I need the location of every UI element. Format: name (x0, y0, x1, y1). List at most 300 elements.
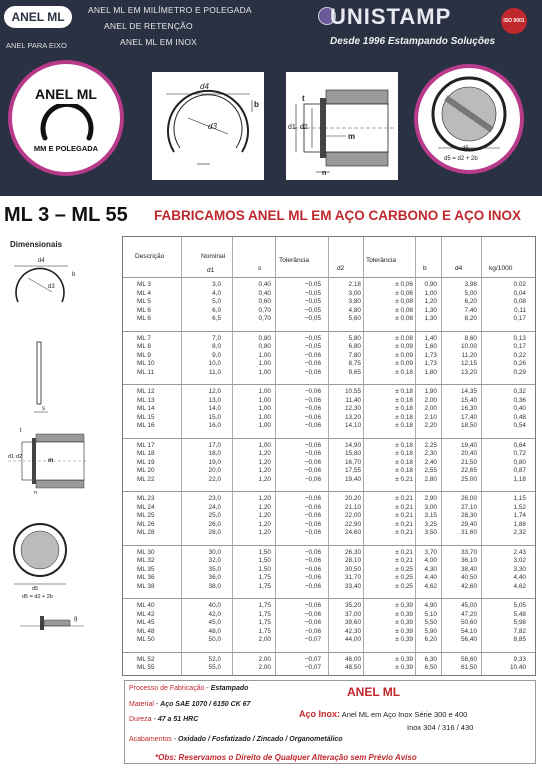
table-cell: −0,06 (304, 574, 321, 581)
table-cell: ± 0,09 (395, 343, 413, 350)
table-cell: −0,06 (304, 512, 321, 519)
table-cell: ML 40 (137, 602, 155, 609)
table-cell: 42,60 (461, 582, 477, 590)
table-row (123, 557, 535, 564)
table-cell: −0,06 (304, 619, 321, 626)
table-cell: 1,00 (258, 396, 271, 404)
table-cell: 8,75 (348, 360, 361, 367)
table-cell: 61,50 (461, 664, 477, 671)
side-label-s: s (42, 406, 45, 412)
table-cell: 25,0 (208, 512, 221, 519)
table-cell: ML 17 (137, 441, 155, 449)
table-cell: 1,20 (258, 475, 271, 483)
side-label-n: n (34, 490, 38, 496)
table-cell: 28,30 (461, 512, 477, 519)
table-cell: 2,00 (258, 664, 271, 671)
table-cell: 6,20 (464, 298, 477, 305)
table-cell: 3,00 (348, 289, 361, 297)
table-row (123, 335, 535, 342)
header-tolerance-s: Tolerância (279, 257, 310, 264)
table-cell: 16,70 (345, 458, 361, 466)
table-cell: 4,62 (424, 582, 437, 590)
table-cell: ML 15 (137, 413, 155, 421)
table-cell: ML 48 (137, 627, 155, 635)
table-cell: 0,72 (513, 450, 526, 457)
table-cell: −0,06 (304, 602, 321, 609)
table-row (123, 566, 535, 573)
table-cell: 5,60 (348, 315, 361, 322)
table-cell: 29,40 (461, 520, 477, 528)
table-cell: 1,75 (258, 574, 271, 581)
table-cell: 1,50 (258, 557, 271, 564)
table-cell: 3,0 (212, 281, 221, 288)
table-cell: 2,00 (258, 636, 271, 643)
table-cell: 6,30 (424, 655, 437, 663)
table-cell: 1,20 (424, 298, 437, 305)
table-cell: ± 0,21 (395, 557, 413, 564)
table-cell: −0,07 (304, 664, 321, 671)
table-cell: 39,60 (345, 619, 361, 626)
table-cell: −0,07 (304, 636, 321, 643)
table-cell: 0,02 (513, 281, 526, 288)
table-cell: 0,90 (424, 281, 437, 288)
table-cell: 14,0 (208, 405, 221, 412)
table-row (123, 656, 535, 663)
table-cell: 27,10 (461, 503, 477, 511)
label-d5: d5 (462, 146, 469, 152)
table-cell: ± 0,21 (395, 475, 413, 483)
table-row (123, 315, 535, 322)
header-separator (123, 277, 535, 278)
table-cell: 1,20 (258, 520, 271, 528)
table-cell: 2,25 (424, 441, 437, 449)
table-cell: ± 0,18 (395, 422, 413, 429)
table-cell: 1,00 (258, 441, 271, 449)
table-cell: 52,0 (208, 655, 221, 663)
side-label-d1: d1 (8, 454, 15, 460)
table-cell: 4,80 (348, 306, 361, 314)
side-label-d2: d2 (16, 454, 23, 460)
table-cell: 1,50 (258, 548, 271, 556)
table-cell: 48,50 (345, 664, 361, 671)
table-cell: −0,06 (304, 422, 321, 429)
table-cell: −0,06 (304, 582, 321, 590)
table-cell: 19,40 (461, 441, 477, 449)
spec-hardness: Dureza - 47 a 51 HRC (129, 716, 199, 723)
table-cell: 14,10 (345, 422, 361, 429)
table-cell: 5,90 (424, 627, 437, 635)
table-cell: ± 0,08 (395, 315, 413, 322)
table-cell: 0,70 (258, 306, 271, 314)
table-cell: 1,50 (258, 565, 271, 573)
table-cell: 58,60 (461, 655, 477, 663)
header-line-1: ANEL ML EM MILÍMETRO E POLEGADA (88, 5, 252, 15)
table-cell: 1,30 (424, 315, 437, 322)
table-cell: 50,0 (208, 636, 221, 643)
table-row (123, 504, 535, 511)
group-separator (123, 491, 535, 492)
table-cell: 19,0 (208, 458, 221, 466)
table-cell: 9,0 (212, 351, 221, 359)
table-cell: ± 0,08 (395, 298, 413, 305)
table-cell: 17,40 (461, 413, 477, 421)
table-cell: −0,06 (304, 503, 321, 511)
table-row (123, 619, 535, 626)
table-row (123, 352, 535, 359)
table-cell: 0,80 (258, 334, 271, 342)
table-cell: 0,26 (513, 360, 526, 367)
table-cell: 1,60 (424, 343, 437, 350)
table-cell: 1,75 (258, 610, 271, 618)
table-cell: 1,40 (424, 334, 437, 342)
table-cell: ± 0,21 (395, 520, 413, 528)
table-row (123, 388, 535, 395)
table-cell: 3,02 (513, 557, 526, 564)
table-cell: 1,73 (424, 360, 437, 367)
table-cell: 1,00 (424, 289, 437, 297)
table-cell: 0,29 (513, 368, 526, 376)
table-cell: 1,75 (258, 627, 271, 635)
table-cell: −0,06 (304, 467, 321, 474)
table-cell: −0,05 (304, 334, 321, 342)
table-cell: 0,11 (514, 306, 526, 314)
table-cell: 0,80 (513, 458, 526, 466)
table-cell: −0,06 (304, 388, 321, 395)
table-cell: 8,60 (464, 334, 477, 342)
table-cell: −0,06 (304, 495, 321, 502)
table-cell: ML 20 (137, 467, 155, 474)
table-cell: −0,05 (304, 281, 321, 288)
table-cell: −0,05 (304, 298, 321, 305)
table-cell: ± 0,25 (395, 574, 413, 581)
table-row (123, 405, 535, 412)
header-tolerance-d2: Tolerância (366, 257, 397, 264)
table-cell: 22,65 (461, 467, 477, 474)
side-label-m: m (48, 458, 54, 464)
table-cell: 24,60 (345, 529, 361, 536)
table-cell: 10,0 (208, 360, 221, 367)
table-cell: −0,06 (304, 413, 321, 421)
table-cell: ML 35 (137, 565, 155, 573)
table-cell: 12,30 (345, 405, 361, 412)
table-cell: 2,20 (424, 422, 437, 429)
table-cell: 1,15 (513, 495, 526, 502)
table-cell: 15,80 (345, 450, 361, 457)
table-cell: ± 0,39 (395, 664, 413, 671)
table-cell: 20,0 (208, 467, 221, 474)
table-row (123, 450, 535, 457)
table-cell: 13,0 (208, 396, 221, 404)
table-cell: ML 28 (137, 529, 155, 536)
table-cell: 50,60 (461, 619, 477, 626)
table-cell: ML 13 (137, 396, 155, 404)
table-row (123, 343, 535, 350)
table-cell: ± 0,18 (395, 467, 413, 474)
table-cell: 12,15 (461, 360, 477, 367)
table-cell: 14,35 (461, 388, 477, 395)
table-cell: 1,74 (513, 512, 526, 519)
table-cell: 38,0 (208, 582, 221, 590)
table-cell: ± 0,39 (395, 619, 413, 626)
header-kg: kg/1000 (489, 265, 513, 272)
table-cell: 3,15 (424, 512, 437, 519)
table-cell: 1,75 (258, 582, 271, 590)
table-cell: 3,30 (513, 565, 526, 573)
table-cell: 6,80 (348, 343, 361, 350)
table-cell: 0,36 (513, 396, 526, 404)
table-cell: −0,05 (304, 315, 321, 322)
table-cell: −0,05 (304, 306, 321, 314)
table-cell: 4,0 (212, 289, 221, 297)
table-cell: ML 10 (137, 360, 155, 367)
table-cell: ± 0,18 (395, 450, 413, 457)
label-d3: d3 (208, 122, 217, 131)
table-row (123, 611, 535, 618)
table-cell: 18,50 (461, 422, 477, 429)
table-cell: 33,70 (461, 548, 477, 556)
table-cell: 5,80 (348, 334, 361, 342)
table-row (123, 290, 535, 297)
table-cell: 17,0 (208, 441, 221, 449)
table-cell: 0,40 (258, 289, 271, 297)
table-cell: 28,0 (208, 529, 221, 536)
table-cell: 0,70 (258, 315, 271, 322)
header-nominal: Nominal (201, 253, 226, 260)
table-cell: 0,17 (513, 343, 526, 350)
table-cell: 20,40 (461, 450, 477, 457)
table-cell: 4,30 (424, 565, 437, 573)
table-row (123, 636, 535, 643)
table-cell: 1,88 (513, 520, 526, 528)
table-cell: 24,0 (208, 503, 221, 511)
table-cell: 26,30 (345, 548, 361, 556)
table-cell: 44,00 (345, 636, 361, 643)
header-line-3: ANEL ML EM INOX (120, 37, 197, 47)
table-cell: 26,00 (461, 495, 477, 502)
table-cell: 0,80 (258, 343, 271, 350)
table-cell: 0,40 (513, 405, 526, 412)
ring-on-shaft-icon (418, 68, 520, 170)
table-cell: ML 7 (137, 334, 151, 342)
table-row (123, 574, 535, 581)
table-cell: ML 38 (137, 582, 155, 590)
table-row (123, 298, 535, 305)
header-description: Descrição (135, 253, 165, 260)
spec-finish: Acabamentos - Oxidado / Fosfatizado / Zincado / Organometálico (129, 736, 343, 743)
table-cell: 36,0 (208, 574, 221, 581)
table-cell: ML 25 (137, 512, 155, 519)
table-cell: 15,40 (461, 396, 477, 404)
group-separator (123, 598, 535, 599)
table-cell: 55,0 (208, 664, 221, 671)
table-cell: 45,00 (461, 602, 477, 609)
table-cell: 1,90 (424, 388, 437, 395)
product-circle (8, 60, 124, 176)
ring-on-shaft-circle (414, 64, 524, 174)
table-row (123, 307, 535, 314)
dimension-table (122, 236, 536, 676)
table-cell: −0,06 (304, 557, 321, 564)
table-cell: ± 0,18 (395, 388, 413, 395)
table-cell: ML 4 (137, 289, 151, 297)
label-n: n (322, 170, 327, 177)
table-cell: 0,17 (513, 315, 526, 322)
table-cell: 48,0 (208, 627, 221, 635)
table-row (123, 442, 535, 449)
table-cell: 26,0 (208, 520, 221, 528)
table-cell: −0,06 (304, 405, 321, 412)
table-cell: ML 16 (137, 422, 155, 429)
table-cell: 2,40 (424, 458, 437, 466)
table-cell: 1,75 (258, 619, 271, 626)
table-cell: 5,10 (424, 610, 437, 618)
label-d2: d2 (300, 124, 308, 131)
header-subtitle: ANEL PARA EIXO (6, 41, 67, 50)
table-cell: ML 14 (137, 405, 155, 412)
side-label-t: t (20, 428, 22, 434)
table-cell: 38,40 (461, 565, 477, 573)
table-cell: 0,22 (513, 351, 526, 359)
table-cell: 2,90 (424, 495, 437, 502)
side-label-d3: d3 (48, 284, 55, 290)
table-cell: 9,33 (513, 655, 526, 663)
table-cell: ± 0,18 (395, 396, 413, 404)
circle-title: ANEL ML (35, 86, 97, 102)
table-cell: ± 0,25 (395, 565, 413, 573)
table-cell: −0,06 (304, 475, 321, 483)
table-cell: 32,0 (208, 557, 221, 564)
table-cell: −0,06 (304, 548, 321, 556)
table-cell: ± 0,18 (395, 413, 413, 421)
label-d4: d4 (200, 82, 209, 91)
table-cell: ML 22 (137, 475, 155, 483)
table-cell: 7,40 (464, 306, 477, 314)
table-cell: ML 23 (137, 495, 155, 502)
table-cell: ML 9 (137, 351, 151, 359)
table-cell: ML 30 (137, 548, 155, 556)
table-cell: 2,00 (424, 405, 437, 412)
brand-tagline: Desde 1996 Estampando Soluções (330, 36, 496, 47)
table-cell: 5,00 (464, 289, 477, 297)
table-cell: −0,06 (304, 529, 321, 536)
table-cell: 22,00 (345, 512, 361, 519)
table-cell: ML 55 (137, 664, 155, 671)
table-row (123, 583, 535, 590)
table-cell: ML 12 (137, 388, 155, 395)
side-label-g: g (74, 616, 78, 622)
header-d4: d4 (455, 265, 463, 272)
table-cell: ML 11 (137, 368, 155, 376)
table-cell: ± 0,21 (395, 529, 413, 536)
table-cell: 1,00 (258, 413, 271, 421)
table-cell: −0,06 (304, 450, 321, 457)
table-cell: 40,50 (461, 574, 477, 581)
table-cell: 1,52 (513, 503, 526, 511)
table-cell: ML 26 (137, 520, 155, 528)
table-cell: 6,0 (212, 306, 221, 314)
table-row (123, 459, 535, 466)
table-row (123, 397, 535, 404)
table-cell: ± 0,21 (395, 495, 413, 502)
table-cell: −0,06 (304, 360, 321, 367)
spec-inox: Aço Inox: Anel ML em Aço Inox Série 300 e 400 (299, 709, 468, 719)
table-cell: ± 0,39 (395, 610, 413, 618)
table-cell: −0,06 (304, 458, 321, 466)
table-cell: 4,00 (424, 557, 437, 564)
header-bar (0, 0, 542, 56)
dimensional-label: Dimensionais (10, 240, 63, 249)
header-b: b (423, 265, 427, 272)
table-cell: 1,20 (258, 529, 271, 536)
page-title: ML 3 – ML 55 (4, 204, 128, 226)
table-cell: 35,0 (208, 565, 221, 573)
table-cell: 0,04 (513, 289, 526, 297)
table-cell: 1,80 (424, 368, 437, 376)
table-cell: 1,00 (258, 405, 271, 412)
header-nominal-d1: d1 (207, 267, 215, 274)
table-cell: 14,90 (345, 441, 361, 449)
technical-sketches-icon (4, 252, 116, 672)
table-cell: 13,20 (461, 368, 477, 376)
table-cell: 9,65 (348, 368, 361, 376)
table-cell: ML 42 (137, 610, 155, 618)
table-cell: 1,75 (258, 602, 271, 609)
table-cell: 3,50 (424, 529, 437, 536)
table-cell: 23,0 (208, 495, 221, 502)
table-cell: 8,85 (513, 636, 526, 643)
table-cell: ML 24 (137, 503, 155, 511)
table-cell: 5,98 (513, 619, 526, 626)
label-m: m (348, 132, 356, 141)
table-cell: ML 50 (137, 636, 155, 643)
ring-dimension-diagram (152, 72, 264, 180)
table-cell: 3,98 (464, 281, 477, 288)
table-row (123, 529, 535, 536)
table-cell: ± 0,18 (395, 458, 413, 466)
spec-material: Material - Aço SAE 1070 / 6150 CK 67 (129, 701, 251, 708)
table-cell: 20,20 (345, 495, 361, 502)
table-cell: ± 0,09 (395, 351, 413, 359)
table-row (123, 512, 535, 519)
group-separator (123, 331, 535, 332)
table-cell: 1,00 (258, 351, 271, 359)
table-cell: 31,60 (461, 529, 477, 536)
table-cell: 2,32 (513, 529, 526, 536)
footer-title: ANEL ML (347, 685, 401, 699)
table-cell: ML 6 (137, 315, 151, 322)
table-cell: ± 0,39 (395, 636, 413, 643)
table-cell: 7,80 (348, 351, 361, 359)
table-cell: 0,64 (513, 441, 526, 449)
table-cell: 12,0 (208, 388, 221, 395)
table-cell: 2,80 (424, 475, 437, 483)
table-row (123, 664, 535, 671)
table-cell: 1,20 (258, 458, 271, 466)
table-cell: 0,13 (513, 334, 526, 342)
label-b: b (254, 100, 259, 109)
table-cell: 1,73 (424, 351, 437, 359)
table-cell: ML 6 (137, 306, 151, 314)
table-cell: 37,00 (345, 610, 361, 618)
table-cell: 2,55 (424, 467, 437, 474)
label-d1: d1 (288, 124, 296, 131)
table-cell: −0,06 (304, 368, 321, 376)
table-cell: 0,87 (513, 467, 526, 474)
table-cell: ± 0,18 (395, 405, 413, 412)
group-separator (123, 545, 535, 546)
table-row (123, 628, 535, 635)
table-cell: ± 0,21 (395, 512, 413, 519)
